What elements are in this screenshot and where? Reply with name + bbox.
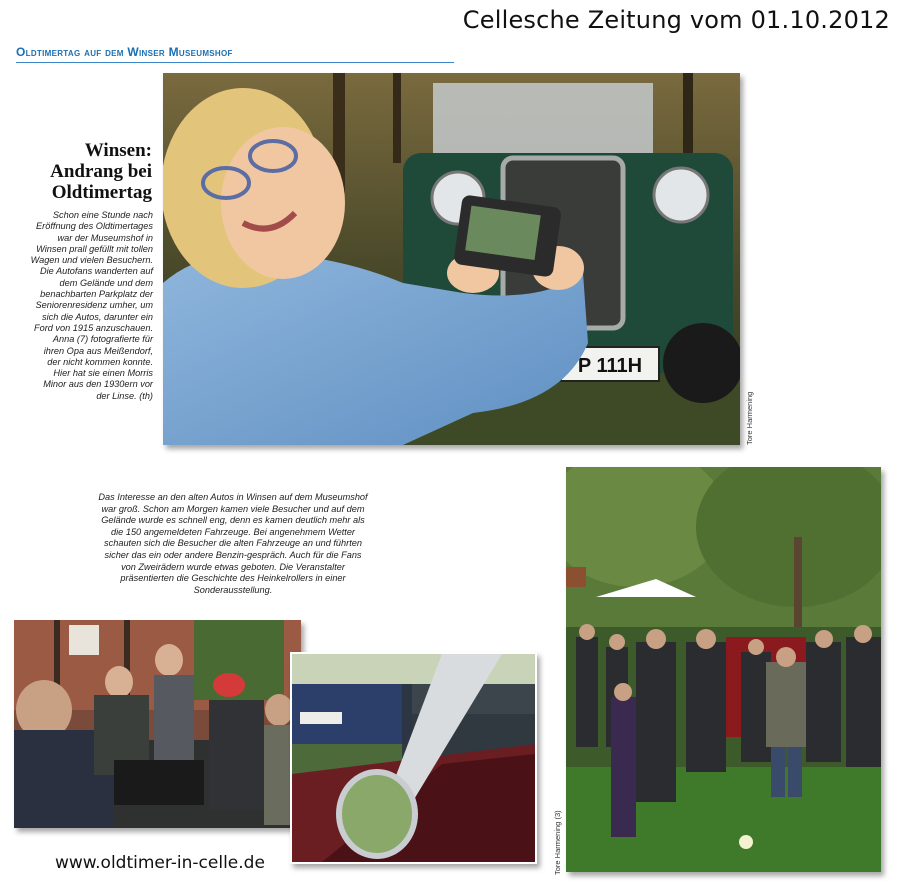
- license-plate-text: P 111H: [577, 355, 643, 377]
- photo-credit-main: Tore Harmening: [745, 391, 754, 445]
- article-headline: Winsen: Andrang bei Oldtimertag: [50, 140, 152, 203]
- footer-website-url: www.oldtimer-in-celle.de: [55, 853, 265, 873]
- main-photo-girl-with-camera: [163, 73, 740, 445]
- section-heading: Oldtimertag auf dem Winser Museumshof: [16, 45, 233, 59]
- section-divider: [16, 62, 454, 63]
- article-lead-text: Schon eine Stunde nach Eröffnung des Oldtimertages war der Museumshof in Winsen prall gefüllt mit tollen Wagen und vielen Besuchern. Die Autofans wanderten auf dem Gelände und dem benachbarten Parkplatz der Seniorenresidenz umher, um sich die Autos, darunter ein Ford von 1915 anzuschauen. Anna (7) fotografierte für ihren Opa aus Meißendorf, der nicht kommen konnte. Hier hat sie einen Morris Minor aus den 1930ern vor der Linse. (th): [30, 210, 153, 401]
- photo-credit-secondary: Tore Harmening (3): [553, 810, 562, 875]
- newspaper-masthead: Cellesche Zeitung vom 01.10.2012: [462, 6, 890, 34]
- photo-men-inspecting-engine: [14, 620, 301, 828]
- article-body-text: Das Interesse an den alten Autos in Winsen auf dem Museumshof war groß. Schon am Morgen kamen viele Besucher und auf dem Gelände wurde es schnell eng, denn es kamen deutlich mehr als die 150 angemeldeten Fahrzeuge. Bei angenehmem Wetter schauten sich die Besucher die alten Fahrzeuge an und führten sicher das ein oder andere Benzin-gespräch. Auch für die Fans von Zweirädern wurde etwas geboten. Die Veranstalter präsentierten die Geschichte des Heinkelrollers in einer Sonderausstellung.: [98, 492, 368, 595]
- photo-crowd-at-event: [566, 467, 881, 872]
- photo-car-mirror: [290, 652, 537, 864]
